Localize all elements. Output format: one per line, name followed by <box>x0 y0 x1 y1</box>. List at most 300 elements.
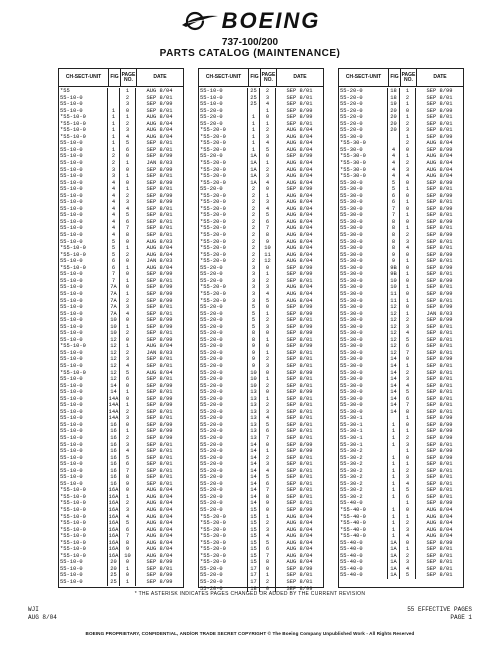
cell-section-unit: *55-20-0 <box>199 258 248 265</box>
cell-page-no: 2 <box>120 350 136 357</box>
cell-section-unit: 55-30-0 <box>339 337 388 344</box>
cell-section-unit: 55-20-0 <box>199 402 248 409</box>
cell-fig: 16A <box>108 500 119 507</box>
cell-page-no: 6 <box>400 343 416 350</box>
cell-page-no: 4 <box>260 533 276 540</box>
cell-page-no: 0 <box>400 265 416 272</box>
cell-page-no: 5 <box>260 147 276 154</box>
cell-page-no: 0 <box>260 304 276 311</box>
cell-section-unit: 55-10-0 <box>59 199 108 206</box>
cell-page-no: 0 <box>120 284 136 291</box>
cell-fig: 20 <box>108 559 120 566</box>
cell-date: AUG 8/04 <box>286 205 313 212</box>
cell-section-unit: 55-10-0 <box>59 455 108 462</box>
cell-fig: 1 <box>388 487 400 494</box>
cell-fig: 16 <box>108 481 120 488</box>
cell-date: SEP 8/99 <box>146 290 173 297</box>
boeing-logo <box>0 6 500 36</box>
cell-page-no: 0 <box>120 317 136 324</box>
cell-page-no: 2 <box>120 330 136 337</box>
cell-fig: 18 <box>388 88 400 95</box>
cell-page-no: 4 <box>400 481 416 488</box>
cell-page-no: 0 <box>400 540 416 547</box>
cell-page-no: 4 <box>120 448 136 455</box>
cell-fig: 12 <box>108 350 120 357</box>
cell-section-unit: 55-10-0 <box>59 383 108 390</box>
cell-page-no: 1 <box>120 265 136 272</box>
cell-section-unit: 55-20-0 <box>199 350 248 357</box>
cell-page-no: 5 <box>400 487 416 494</box>
cell-fig: 4 <box>388 147 400 154</box>
cell-date: AUG 8/04 <box>146 552 173 559</box>
cell-fig: 16A <box>108 539 119 546</box>
cell-section-unit: 55-10-0 <box>59 219 108 226</box>
cell-fig: 14A <box>108 395 119 402</box>
col-header-page-no: PAGE NO. <box>401 69 417 86</box>
cell-fig: 2 <box>248 193 260 200</box>
cell-fig: 14 <box>248 487 260 494</box>
cell-page-no: 2 <box>120 95 136 102</box>
cell-page-no: 1 <box>400 311 416 318</box>
cell-date: AUG 8/04 <box>146 520 173 527</box>
cell-date: SEP 8/01 <box>426 395 453 402</box>
cell-section-unit: *55-40-0 <box>339 533 388 540</box>
cell-date: SEP 8/99 <box>286 264 313 271</box>
cell-fig: 1 <box>388 481 400 488</box>
cell-section-unit: *55 <box>59 88 108 95</box>
col-header-section-unit: CH-SECT-UNIT <box>339 69 389 86</box>
cell-page-no: 0 <box>120 383 136 390</box>
cell-date: AUG 8/04 <box>146 369 173 376</box>
cell-section-unit: 55-30-0 <box>339 199 388 206</box>
cell-page-no: 1 <box>260 337 276 344</box>
cell-section-unit: 55-30-2 <box>339 461 388 468</box>
cell-page-no: 2 <box>260 167 276 174</box>
cell-section-unit: *55-10-0 <box>59 114 108 121</box>
cell-section-unit: 55-20-0 <box>199 304 248 311</box>
cell-section-unit: 55-30-0 <box>339 298 388 305</box>
cell-fig: 1A <box>248 160 260 167</box>
cell-date: AUG 8/04 <box>426 533 453 540</box>
cell-date: AUG 8/04 <box>286 160 313 167</box>
cell-section-unit: 55-20-0 <box>199 389 248 396</box>
cell-page-no: 3 <box>260 134 276 141</box>
cell-page-no: 5 <box>120 520 136 527</box>
cell-fig: 4 <box>108 199 120 206</box>
cell-date: AUG 8/04 <box>426 160 453 167</box>
cell-section-unit: 55-20-0 <box>199 265 248 272</box>
cell-date: AUG 8/04 <box>286 251 313 258</box>
cell-section-unit: 55-10-0 <box>59 304 108 311</box>
cell-page-no: 0 <box>120 422 136 429</box>
cell-fig: 3 <box>248 278 260 285</box>
cell-section-unit: 55-10-0 <box>59 481 108 488</box>
cell-section-unit: *55-20-0 <box>199 252 248 259</box>
effective-pages-count: 55 EFFECTIVE PAGES <box>407 606 472 613</box>
cell-section-unit: *55-10-0 <box>59 546 108 553</box>
cell-date: SEP 8/99 <box>146 179 173 186</box>
cell-date: SEP 8/99 <box>426 415 453 422</box>
cell-date: SEP 8/01 <box>426 127 453 134</box>
cell-section-unit: *55-20-0 <box>199 540 248 547</box>
cell-section-unit: 55-40-0 <box>339 566 388 573</box>
cell-fig: 4 <box>388 167 400 174</box>
cell-page-no: 4 <box>260 291 276 298</box>
cell-fig: 4 <box>108 206 120 213</box>
cell-page-no: 5 <box>120 455 136 462</box>
cell-date: AUG 8/04 <box>286 539 313 546</box>
cell-section-unit: 55-10-0 <box>59 435 108 442</box>
cell-page-no: 1 <box>260 376 276 383</box>
cell-section-unit: 55-20-0 <box>199 572 248 579</box>
cell-date: SEP 8/01 <box>426 114 453 121</box>
cell-fig: 1A <box>388 566 400 573</box>
cell-section-unit: 55-20-0 <box>339 101 388 108</box>
cell-date: SEP 8/01 <box>426 376 453 383</box>
cell-date: SEP 8/01 <box>286 382 313 389</box>
cell-date: AUG 8/04 <box>286 173 313 180</box>
cell-page-no: 5 <box>260 212 276 219</box>
cell-page-no: 1 <box>400 153 416 160</box>
cell-page-no: 1 <box>120 88 136 95</box>
cell-page-no: 2 <box>120 193 136 200</box>
cell-fig: 16 <box>108 428 120 435</box>
cell-fig: 5 <box>248 304 260 311</box>
cell-fig: 6 <box>108 265 120 272</box>
cell-fig: 10 <box>108 317 120 324</box>
cell-page-no: 4 <box>400 566 416 573</box>
cell-section-unit: *55-20-0 <box>199 298 248 305</box>
cell-section-unit: 55-20-0 <box>199 324 248 331</box>
cell-date: SEP 8/99 <box>146 434 173 441</box>
footer-right <box>407 606 472 622</box>
cell-date: SEP 8/01 <box>146 205 173 212</box>
cell-section-unit: 55-10-0 <box>59 140 108 147</box>
cell-page-no: 2 <box>120 298 136 305</box>
cell-page-no: 1 <box>400 448 416 455</box>
cell-fig: 1 <box>248 147 260 154</box>
cell-page-no: 7 <box>120 533 136 540</box>
cell-section-unit: *55-20-0 <box>199 225 248 232</box>
cell-section-unit: 55-30-0 <box>339 239 388 246</box>
cell-section-unit: *55-10-0 <box>59 520 108 527</box>
table-body <box>339 87 463 579</box>
cell-date: SEP 8/99 <box>146 271 173 278</box>
cell-date: AUG 8/04 <box>286 520 313 527</box>
cell-section-unit: *55-10-0 <box>59 265 108 272</box>
cell-fig: 14 <box>108 389 120 396</box>
cell-date: AUG 8/04 <box>146 120 173 127</box>
cell-date: AUG 8/04 <box>146 513 173 520</box>
cell-date: SEP 8/99 <box>426 146 453 153</box>
effective-pages-tables <box>58 68 464 592</box>
cell-date: SEP 8/99 <box>426 107 453 114</box>
cell-section-unit: 55-10-0 <box>59 396 108 403</box>
cell-section-unit: 55-30-1 <box>339 428 388 435</box>
cell-section-unit: 55-20-0 <box>199 455 248 462</box>
cell-section-unit: *55-10-0 <box>59 507 108 514</box>
cell-page-no: 1 <box>400 284 416 291</box>
cell-section-unit: 55-20-0 <box>199 442 248 449</box>
cell-date: SEP 8/01 <box>286 94 313 101</box>
cell-fig: 4 <box>108 219 120 226</box>
cell-fig: 7A <box>108 298 120 305</box>
cell-fig: 14A <box>108 402 119 409</box>
cell-fig: 14 <box>388 389 400 396</box>
cell-page-no: 1 <box>260 311 276 318</box>
cell-date: SEP 8/01 <box>146 415 173 422</box>
cell-fig: 3 <box>248 271 260 278</box>
cell-fig: 1 <box>388 474 400 481</box>
cell-section-unit: 55-10-0 <box>199 101 248 108</box>
cell-section-unit: *55-20-0 <box>199 160 248 167</box>
cell-fig: 4 <box>388 153 400 160</box>
cell-fig: 5 <box>388 180 400 187</box>
cell-date: AUG 8/04 <box>286 192 313 199</box>
cell-section-unit: 55-30-0 <box>339 225 388 232</box>
cell-date: JAN 8/03 <box>146 258 173 265</box>
cell-page-no: 4 <box>260 101 276 108</box>
cell-page-no: 0 <box>120 258 136 265</box>
cell-fig: 14 <box>248 481 260 488</box>
cell-page-no: 1 <box>400 186 416 193</box>
cell-date: AUG 8/04 <box>146 533 173 540</box>
cell-section-unit: 55-30-0 <box>339 409 388 416</box>
cell-fig: 1 <box>248 127 260 134</box>
cell-date: SEP 8/01 <box>426 546 453 553</box>
cell-fig: 19 <box>388 101 400 108</box>
cell-section-unit: *55-20-0 <box>199 134 248 141</box>
cell-page-no: 4 <box>120 311 136 318</box>
cell-date: SEP 8/99 <box>286 153 313 160</box>
cell-section-unit: *55-20-0 <box>199 219 248 226</box>
cell-date: AUG 8/04 <box>146 127 173 134</box>
cell-page-no: 2 <box>260 317 276 324</box>
cell-page-no: 3 <box>120 507 136 514</box>
cell-date: SEP 8/01 <box>426 474 453 481</box>
cell-section-unit: *55-20-0 <box>199 559 248 566</box>
cell-date: SEP 8/01 <box>146 467 173 474</box>
cell-section-unit: 55-40-0 <box>339 559 388 566</box>
cell-date: SEP 8/99 <box>286 323 313 330</box>
cell-page-no: 0 <box>120 180 136 187</box>
cell-fig: 1A <box>248 167 260 174</box>
cell-section-unit: 55-30-0 <box>339 330 388 337</box>
cell-section-unit: 55-10-0 <box>59 579 108 586</box>
cell-page-no: 0 <box>120 239 136 246</box>
cell-page-no: 1 <box>120 291 136 298</box>
cell-fig: 15 <box>248 540 260 547</box>
cell-page-no: 7 <box>120 468 136 475</box>
proprietary-notice: BOEING PROPRIETARY, CONFIDENTIAL, AND/OR TRADE SECRET COPYRIGHT © The Boeing Company Unpublished Work - All Rights Reserved <box>85 631 415 636</box>
cell-date: SEP 8/99 <box>426 88 453 94</box>
cell-section-unit: 55-20-0 <box>199 415 248 422</box>
col-header-fig: FIG <box>389 69 401 86</box>
cell-fig: 5 <box>108 245 120 252</box>
cell-page-no: 7 <box>260 435 276 442</box>
cell-fig: 9B <box>388 271 400 278</box>
cell-fig: 10 <box>248 383 260 390</box>
cell-page-no: 3 <box>120 127 136 134</box>
cell-fig: 25 <box>248 88 260 95</box>
cell-page-no: 2 <box>260 356 276 363</box>
cell-date: SEP 8/99 <box>426 539 453 546</box>
cell-date: SEP 8/01 <box>146 310 173 317</box>
cell-fig: 14 <box>388 383 400 390</box>
cell-section-unit: 55-40-0 <box>339 553 388 560</box>
cell-fig: 5 <box>248 311 260 318</box>
cell-date: SEP 8/99 <box>426 448 453 455</box>
cell-section-unit: 55-10-0 <box>59 167 108 174</box>
cell-fig: 1 <box>108 134 120 141</box>
cell-fig: 17 <box>248 566 260 573</box>
cell-page-no: 0 <box>120 487 136 494</box>
cell-date: SEP 8/99 <box>146 101 173 108</box>
cell-section-unit: *55-20-0 <box>199 193 248 200</box>
cell-section-unit: *55-10-0 <box>59 127 108 134</box>
cell-section-unit: 55-30-0 <box>339 245 388 252</box>
cell-date: SEP 8/01 <box>286 120 313 127</box>
cell-page-no: 1 <box>120 428 136 435</box>
cell-page-no: 1 <box>120 494 136 501</box>
cell-fig: 4 <box>108 186 120 193</box>
cell-section-unit: 55-30-2 <box>339 474 388 481</box>
cell-date: AUG 8/04 <box>286 199 313 206</box>
cell-page-no: 3 <box>400 474 416 481</box>
cell-section-unit: 55-10-0 <box>59 409 108 416</box>
cell-fig: 7 <box>108 278 120 285</box>
cell-fig: 15 <box>248 546 260 553</box>
cell-date: SEP 8/01 <box>286 88 313 94</box>
cell-page-no: 2 <box>400 95 416 102</box>
cell-date: AUG 8/04 <box>286 533 313 540</box>
cell-date: SEP 8/01 <box>426 467 453 474</box>
cell-date: SEP 8/99 <box>146 284 173 291</box>
cell-page-no: 3 <box>400 167 416 174</box>
cell-date: SEP 8/99 <box>286 330 313 337</box>
cell-section-unit: 55-20-0 <box>199 363 248 370</box>
cell-section-unit: 55-10-0 <box>59 284 108 291</box>
cell-fig: 1 <box>108 127 120 134</box>
cell-fig: 4 <box>108 225 120 232</box>
cell-fig: 1 <box>388 428 400 435</box>
cell-fig: 14 <box>248 448 260 455</box>
cell-section-unit: *55-20-0 <box>199 520 248 527</box>
cell-date: AUG 8/04 <box>286 284 313 291</box>
cell-page-no: 2 <box>260 520 276 527</box>
cell-fig: 15 <box>248 553 260 560</box>
cell-section-unit: *55-20-0 <box>199 239 248 246</box>
cell-section-unit: 55-20-0 <box>199 487 248 494</box>
cell-fig: 11 <box>388 298 400 305</box>
cell-date: AUG 8/04 <box>286 140 313 147</box>
cell-page-no: 1 <box>400 514 416 521</box>
cell-date: SEP 8/01 <box>426 271 453 278</box>
cell-date: SEP 8/01 <box>146 565 173 572</box>
cell-page-no: 1 <box>260 448 276 455</box>
cell-page-no: 0 <box>260 389 276 396</box>
cell-fig: 1 <box>248 134 260 141</box>
cell-fig: 6 <box>388 199 400 206</box>
cell-date: SEP 8/01 <box>286 376 313 383</box>
cell-fig: 12 <box>108 343 120 350</box>
cell-date: SEP 8/01 <box>426 487 453 494</box>
cell-date: SEP 8/01 <box>426 369 453 376</box>
table-header <box>199 69 323 87</box>
cell-page-no: 0 <box>120 167 136 174</box>
cell-fig: 13 <box>248 409 260 416</box>
cell-section-unit: 55-30-2 <box>339 455 388 462</box>
cell-date: SEP 8/99 <box>286 448 313 455</box>
cell-section-unit: 55-20-0 <box>199 383 248 390</box>
cell-page-no: 2 <box>260 579 276 586</box>
cell-page-no: 10 <box>260 245 276 252</box>
cell-fig: 10 <box>108 324 120 331</box>
cell-section-unit: 55-10-0 <box>59 363 108 370</box>
cell-fig: 16 <box>108 442 120 449</box>
cell-page-no: 0 <box>260 153 276 160</box>
cell-section-unit: *55-20-0 <box>199 140 248 147</box>
cell-fig: 2 <box>108 153 120 160</box>
cell-page-no: 6 <box>260 428 276 435</box>
cell-date: AUG 8/04 <box>146 507 173 513</box>
cell-page-no: 0 <box>260 114 276 121</box>
cell-fig: 20 <box>108 566 120 573</box>
cell-fig: 17 <box>248 572 260 579</box>
cell-section-unit: 55-10-0 <box>59 193 108 200</box>
cell-page-no: 0 <box>120 396 136 403</box>
cell-date: SEP 8/99 <box>426 205 453 212</box>
cell-section-unit: 55-30-0 <box>339 311 388 318</box>
cell-date: SEP 8/01 <box>146 94 173 101</box>
cell-fig: 14 <box>248 455 260 462</box>
cell-section-unit: 55-10-0 <box>59 311 108 318</box>
cell-page-no: 4 <box>400 533 416 540</box>
cell-fig: 16 <box>108 435 120 442</box>
cell-page-no: 1 <box>120 343 136 350</box>
cell-date: SEP 8/01 <box>286 408 313 415</box>
cell-section-unit: *55-20-0 <box>199 546 248 553</box>
cell-section-unit: 55-30-0 <box>339 206 388 213</box>
cell-fig: 25 <box>248 101 260 108</box>
cell-fig: 4 <box>388 160 400 167</box>
cell-section-unit: 55-20-0 <box>339 95 388 102</box>
col-header-date: DATE <box>153 74 167 80</box>
cell-date: SEP 8/01 <box>426 238 453 245</box>
cell-section-unit: 55-10-0 <box>59 160 108 167</box>
cell-page-no: 1 <box>400 258 416 265</box>
cell-page-no: 8 <box>400 409 416 416</box>
cell-date: SEP 8/01 <box>426 120 453 127</box>
cell-page-no: 3 <box>260 363 276 370</box>
cell-page-no: 4 <box>120 134 136 141</box>
cell-fig: 16A <box>108 533 119 540</box>
cell-section-unit: *55-20-0 <box>199 553 248 560</box>
cell-page-no: 2 <box>260 127 276 134</box>
cell-page-no: 1 <box>120 173 136 180</box>
cell-page-no: 1 <box>400 114 416 121</box>
cell-page-no: 0 <box>260 330 276 337</box>
cell-page-no: 3 <box>400 559 416 566</box>
cell-page-no: 1 <box>260 572 276 579</box>
cell-date: SEP 8/01 <box>286 395 313 402</box>
cell-date: SEP 8/99 <box>286 114 313 121</box>
cell-section-unit: 55-30-0 <box>339 376 388 383</box>
cell-page-no: 4 <box>120 514 136 521</box>
cell-section-unit: 55-20-0 <box>199 186 248 193</box>
cell-fig: 16 <box>108 455 120 462</box>
cell-fig: 2 <box>248 212 260 219</box>
